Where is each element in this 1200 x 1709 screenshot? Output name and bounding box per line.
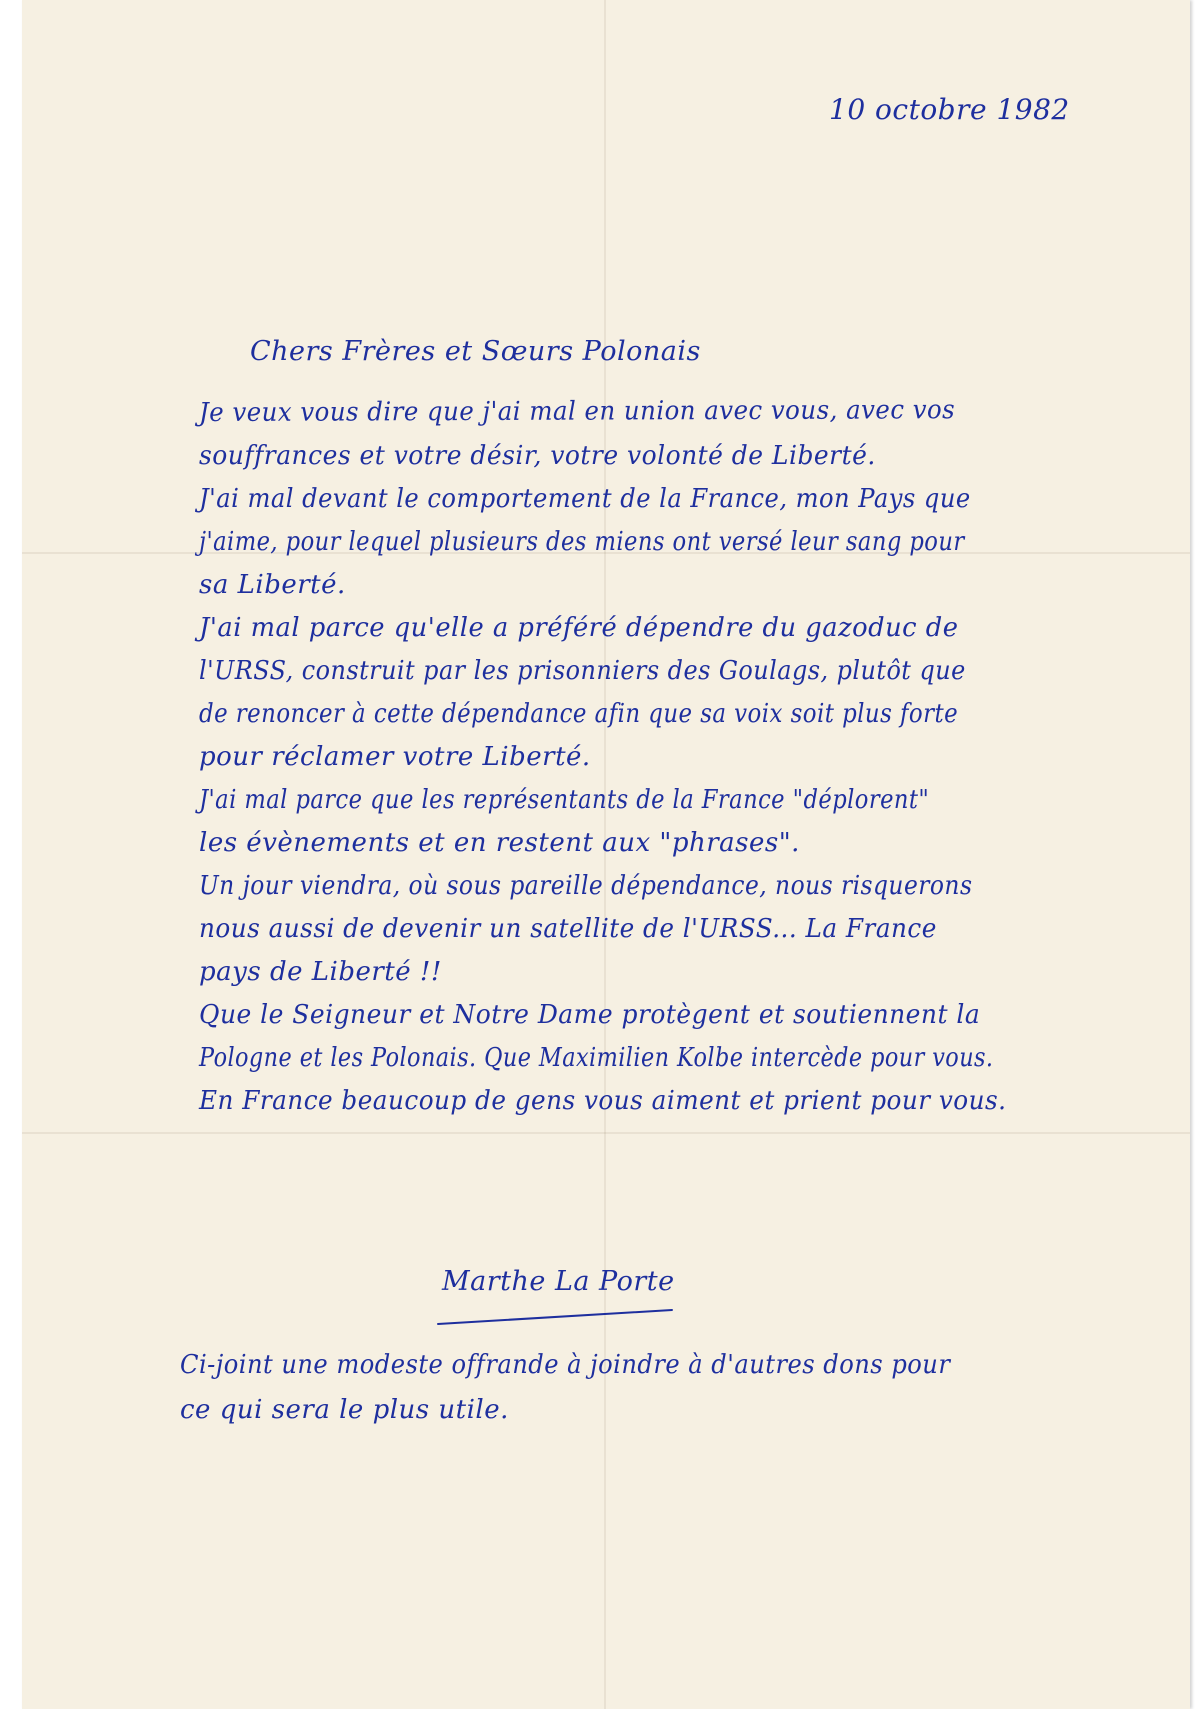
- body-line: sa Liberté.: [199, 570, 346, 600]
- signature-underline: [436, 1306, 676, 1334]
- letter-salutation: Chers Frères et Sœurs Polonais: [250, 336, 701, 367]
- body-line: Que le Seigneur et Notre Dame protègent et soutiennent la: [199, 1000, 981, 1030]
- body-line: Un jour viendra, où sous pareille dépendance, nous risquerons: [199, 871, 973, 901]
- body-line: En France beaucoup de gens vous aiment et prient pour vous.: [199, 1086, 1007, 1116]
- body-line: nous aussi de devenir un satellite de l'URSS... La France: [199, 914, 937, 944]
- body-line: J'ai mal parce qu'elle a préféré dépendre du gazoduc de: [199, 613, 959, 643]
- body-line: de renoncer à cette dépendance afin que sa voix soit plus forte: [199, 699, 959, 729]
- body-line: pour réclamer votre Liberté.: [199, 742, 591, 772]
- letter-sheet: [22, 0, 1190, 1709]
- body-line: souffrances et votre désir, votre volonté de Liberté.: [199, 441, 876, 471]
- letter-date: 10 octobre 1982: [829, 93, 1070, 126]
- body-line: Pologne et les Polonais. Que Maximilien Kolbe intercède pour vous.: [199, 1043, 994, 1073]
- body-line: j'aime, pour lequel plusieurs des miens ont versé leur sang pour: [199, 527, 965, 557]
- paper-fold: [22, 1132, 1190, 1134]
- body-line: J'ai mal devant le comportement de la France, mon Pays que: [199, 484, 971, 514]
- body-line: Je veux vous dire que j'ai mal en union avec vous, avec vos: [198, 395, 956, 428]
- body-line: les évènements et en restent aux "phrases".: [199, 828, 800, 858]
- body-line: l'URSS, construit par les prisonniers des Goulags, plutôt que: [199, 656, 966, 686]
- signature: Marthe La Porte: [442, 1266, 675, 1297]
- body-line: J'ai mal parce que les représentants de la France "déplorent": [199, 785, 930, 815]
- postscript-line: Ci-joint une modeste offrande à joindre à d'autres dons pour: [180, 1350, 951, 1380]
- postscript-line: ce qui sera le plus utile.: [180, 1395, 509, 1425]
- body-line: pays de Liberté !!: [199, 957, 442, 987]
